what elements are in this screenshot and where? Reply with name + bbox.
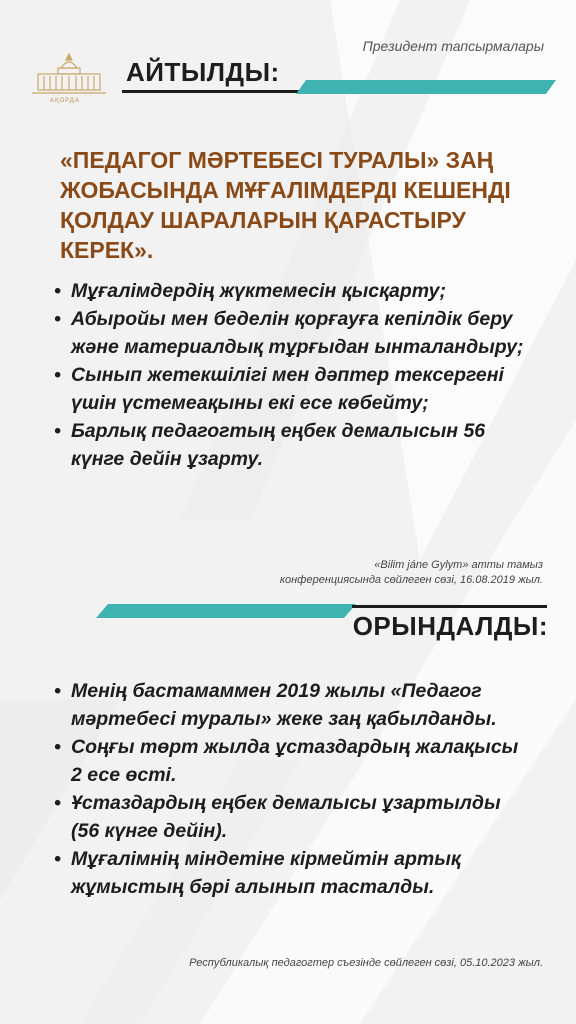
- list-item-text: Соңғы төрт жылда ұстаздардың жалақысы 2 есе өсті.: [71, 736, 519, 786]
- list-item-text: Барлық педагогтың еңбек демалысын 56 күнге дейін ұзарту.: [71, 420, 486, 470]
- list-item: • Абыройы мен беделін қорғауға кепілдік беру және материалдық тұрғыдан ынталандыру;: [54, 308, 524, 358]
- source-line: конференциясында сөйлеген сөзі, 16.08.2019 жыл.: [279, 574, 543, 586]
- list-item: • Мұғалімдердің жүктемесін қысқарту;: [54, 280, 446, 302]
- list-item-text: Сынып жетекшілігі мен дәптер тексергені үшін үстемеақыны екі есе көбейту;: [71, 364, 504, 414]
- list-item-text: Мұғалімдердің жүктемесін қысқарту;: [71, 280, 446, 302]
- list-item: • Сынып жетекшілігі мен дәптер тексергені үшін үстемеақыны екі есе көбейту;: [54, 364, 504, 414]
- list-item: • Менің бастамаммен 2019 жылы «Педагог мәртебесі туралы» жеке заң қабылданды.: [54, 680, 497, 730]
- source-note: Республикалық педагогтер съезінде сөйлеген сөзі, 05.10.2023 жыл.: [189, 957, 543, 969]
- teal-accent-bar: [296, 80, 556, 96]
- akorda-logo-icon: [28, 50, 110, 100]
- done-list: [54, 677, 534, 901]
- heading-underline: [122, 90, 302, 93]
- main-quote: «ПЕДАГОГ МӘРТЕБЕСІ ТУРАЛЫ» ЗАҢ ЖОБАСЫНДА МҰҒАЛІМДЕРДІ КЕШЕНДІ ҚОЛДАУ ШАРАЛАРЫН ҚАРАСТЫРУ КЕРЕК».: [60, 147, 511, 263]
- source-line: «Bilim jáne Gylym» атты тамыз: [374, 559, 543, 571]
- said-list: [54, 277, 534, 473]
- list-item-text: Ұстаздардың еңбек демалысы ұзартылды (56 күнге дейін).: [71, 792, 501, 842]
- list-item-text: Мұғалімнің міндетіне кірмейтін артық жұмыстың бәрі алынып тасталды.: [71, 848, 461, 898]
- source-note: [183, 558, 543, 588]
- page-caption: Президент тапсырмалары: [362, 38, 544, 54]
- list-item-text: Менің бастамаммен 2019 жылы «Педагог мәртебесі туралы» жеке заң қабылданды.: [71, 680, 497, 730]
- done-heading: ОРЫНДАЛДЫ:: [352, 611, 548, 641]
- said-heading: АЙТЫЛДЫ:: [126, 57, 280, 87]
- list-item: • Ұстаздардың еңбек демалысы ұзартылды (56 күнге дейін).: [54, 792, 501, 842]
- heading-overline: [352, 605, 547, 608]
- list-item-text: Абыройы мен беделін қорғауға кепілдік беру және материалдық тұрғыдан ынталандыру;: [71, 308, 524, 358]
- list-item: • Барлық педагогтың еңбек демалысын 56 күнге дейін ұзарту.: [54, 420, 486, 470]
- logo-text: АҚОРДА: [50, 98, 80, 104]
- teal-accent-bar: [96, 604, 356, 620]
- list-item: • Соңғы төрт жылда ұстаздардың жалақысы 2 есе өсті.: [54, 736, 519, 786]
- list-item: • Мұғалімнің міндетіне кірмейтін артық жұмыстың бәрі алынып тасталды.: [54, 848, 461, 898]
